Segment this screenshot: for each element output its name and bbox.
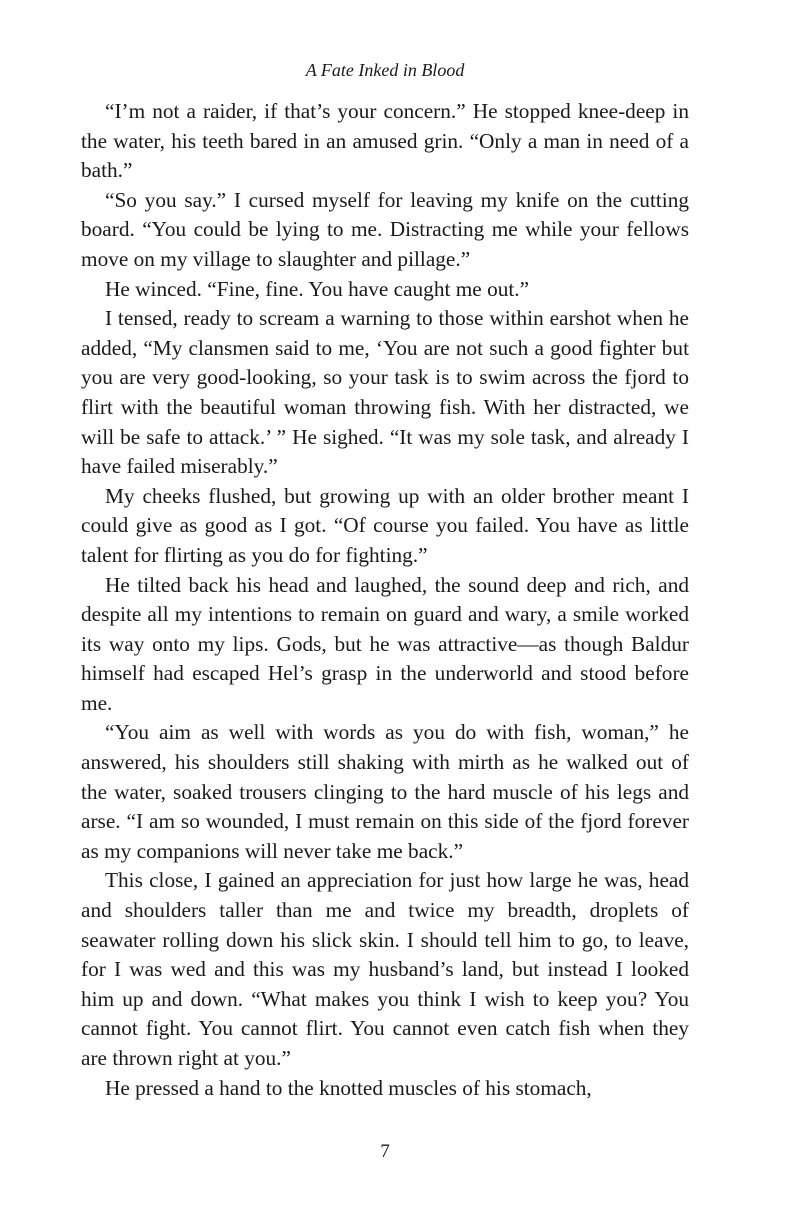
paragraph: “So you say.” I cursed myself for leaving my knife on the cutting board. “You could be lying to me. Distracting me while your fellows move on my village to slaughter and pillage.” (81, 187, 689, 271)
body-text (81, 97, 689, 1103)
paragraph: He winced. “Fine, fine. You have caught me out.” (105, 276, 530, 301)
running-head: A Fate Inked in Blood (305, 60, 465, 80)
page-number: 7 (380, 1141, 390, 1162)
paragraph: This close, I gained an appreciation for just how large he was, head and shoulders taller than me and twice my breadth, droplets of seawater rolling down his slick skin. I should tell him to go, to leave, for I was wed and this was my husband’s land, but instead I looked him up and down. “What makes you think I wish to keep you? You cannot fight. You cannot flirt. You cannot even catch fish when they are thrown right at you.” (81, 868, 689, 1070)
paragraph: “You aim as well with words as you do with fish, woman,” he answered, his shoulders still shaking with mirth as he walked out of the water, soaked trousers clinging to the hard muscle of his legs and arse. “I am so wounded, I must remain on this side of the fjord forever as my companions will never take me back.” (81, 720, 689, 863)
paragraph: I tensed, ready to scream a warning to those within earshot when he added, “My clansmen said to me, ‘You are not such a good fighter but you are very good-looking, so your task is to swim across the fjord to flirt with the beautiful woman throwing fish. With her distracted, we will be safe to attack.’ ” He sighed. “It was my sole task, and already I have failed miserably.” (81, 306, 689, 479)
paragraph: He tilted back his head and laughed, the sound deep and rich, and despite all my intentions to remain on guard and wary, a smile worked its way onto my lips. Gods, but he was attractive—as though Baldur himself had escaped Hel’s grasp in the underworld and stood before me. (81, 572, 689, 715)
paragraph: My cheeks flushed, but growing up with an older brother meant I could give as good as I got. “Of course you failed. You have as little talent for flirting as you do for fighting.” (81, 483, 689, 567)
paragraph: “I’m not a raider, if that’s your concern.” He stopped knee-deep in the water, his teeth bared in an amused grin. “Only a man in need of a bath.” (81, 99, 689, 183)
paragraph-last: He pressed a hand to the knotted muscles of his stomach, (105, 1075, 592, 1100)
